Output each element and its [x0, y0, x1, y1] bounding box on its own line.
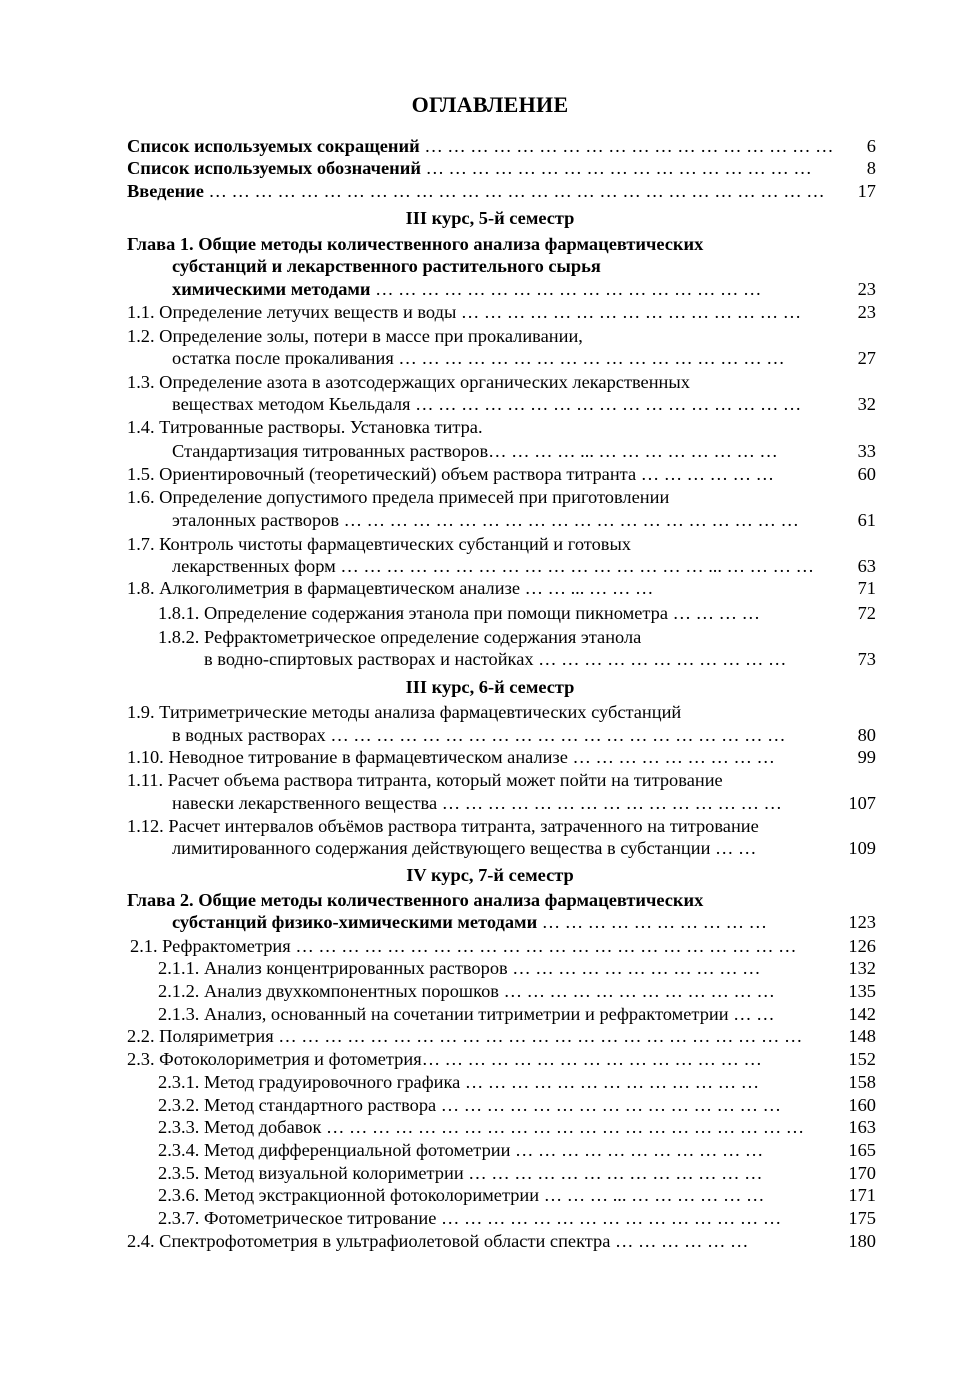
- toc-entry-title: Список используемых сокращений: [127, 136, 420, 156]
- toc-entry-title: в водно-спиртовых растворах и настойках: [204, 649, 534, 669]
- toc-entry[interactable]: [0, 768, 980, 792]
- toc-entry[interactable]: [0, 979, 980, 1003]
- toc-page-number: 23: [857, 302, 876, 322]
- toc-entry-title: веществах методом Кьельдаля: [172, 394, 411, 414]
- toc-entry[interactable]: [0, 791, 980, 815]
- toc-entry-title: 1.4. Титрованные растворы. Установка титра.: [127, 417, 483, 437]
- toc-dot-leader: … … … … … … … … … … … … … … …: [421, 1049, 762, 1069]
- toc-entry[interactable]: [0, 1070, 980, 1094]
- toc-page-number: 148: [848, 1026, 876, 1046]
- toc-page-number: 32: [857, 394, 876, 414]
- toc-entry[interactable]: [0, 745, 980, 769]
- toc-entry[interactable]: [0, 1024, 980, 1048]
- toc-page-number: 126: [848, 936, 876, 956]
- toc-entry[interactable]: [0, 576, 980, 600]
- toc-dot-leader: … … … … … … … … … … … … … … … … …: [370, 279, 762, 299]
- toc-entry-title: 2.1. Рефрактометрия: [130, 936, 291, 956]
- toc-page-number: 170: [848, 1163, 876, 1183]
- toc-entry-title: Глава 1. Общие методы количественного анализа фармацевтических: [127, 234, 704, 254]
- toc-dot-leader: … … … … … … … … … … … … … … … … … … … … …: [321, 1117, 805, 1137]
- toc-entry[interactable]: [0, 300, 980, 324]
- toc-entry[interactable]: [0, 277, 980, 301]
- toc-entry-title: 2.2. Поляриметрия: [127, 1026, 274, 1046]
- toc-entry-title: навески лекарственного вещества: [172, 793, 438, 813]
- toc-entry-title: 1.10. Неводное титрование в фармацевтическом анализе: [127, 747, 568, 767]
- toc-entry-title: субстанций и лекарственного растительного сырья: [172, 256, 601, 276]
- toc-page-number: 61: [857, 510, 876, 530]
- toc-dot-leader: … … … … … … … … … … … … … … … … … … … … … … … … … … …: [203, 181, 825, 201]
- toc-page-number: 33: [857, 441, 876, 461]
- toc-entry-title: 2.3.4. Метод дифференциальной фотометрии: [158, 1140, 511, 1160]
- toc-entry-title: остатка после прокаливания: [172, 348, 394, 368]
- toc-entry-title: 2.1.3. Анализ, основанный на сочетании титриметрии и рефрактометрии: [158, 1004, 729, 1024]
- toc-entry[interactable]: [0, 888, 980, 912]
- toc-entry[interactable]: [0, 554, 980, 578]
- toc-page-number: 109: [848, 838, 876, 858]
- toc-dot-leader: … … ... … … …: [520, 578, 654, 598]
- toc-entry-title: 1.8.1. Определение содержания этанола при помощи пикнометра: [158, 603, 669, 623]
- toc-page-number: 152: [848, 1049, 876, 1069]
- toc-entry[interactable]: [0, 415, 980, 439]
- toc-dot-leader: … …: [728, 1004, 775, 1024]
- toc-page-number: 171: [848, 1185, 876, 1205]
- toc-page-number: 8: [866, 158, 876, 178]
- semester-heading: III курс, 6-й семестр: [405, 677, 575, 697]
- toc-dot-leader: … … … … … … … … …: [567, 747, 775, 767]
- toc-entry-title: 2.1.1. Анализ концентрированных растворов: [158, 958, 508, 978]
- toc-dot-leader: … … … … … … … … … … … …: [498, 981, 775, 1001]
- toc-entry[interactable]: [0, 439, 980, 463]
- toc-entry-title: 2.3.6. Метод экстракционной фотоколориметрии: [158, 1185, 540, 1205]
- toc-page-number: 107: [848, 793, 876, 813]
- toc-entry[interactable]: [0, 625, 980, 649]
- toc-page-number: 72: [857, 603, 876, 623]
- toc-page-number: 23: [857, 279, 876, 299]
- toc-dot-leader: … … … … … … … … … … …: [533, 649, 787, 669]
- toc-entry[interactable]: [0, 324, 980, 348]
- toc-page-number: 27: [857, 348, 876, 368]
- toc-entry[interactable]: [0, 532, 980, 556]
- toc-entry-title: 1.6. Определение допустимого предела примесей при приготовлении: [127, 487, 670, 507]
- toc-entry-title: лимитированного содержания действующего вещества в субстанции: [172, 838, 711, 858]
- toc-dot-leader: … … … … … … … … … … … … … … …: [436, 1208, 782, 1228]
- toc-entry-title: 2.3.5. Метод визуальной колориметрии: [158, 1163, 464, 1183]
- toc-entry[interactable]: [0, 836, 980, 860]
- toc-dot-leader: … … … … … … … … … … … … … … … … … … … …: [325, 725, 786, 745]
- toc-entry-title: 1.8. Алкоголиметрия в фармацевтическом анализе: [127, 578, 520, 598]
- toc-entry[interactable]: [0, 392, 980, 416]
- toc-entry-title: 1.1. Определение летучих веществ и воды: [127, 302, 457, 322]
- toc-page-number: 158: [848, 1072, 876, 1092]
- toc-entry-title: 2.3.3. Метод добавок: [158, 1117, 322, 1137]
- toc-dot-leader: … … … … … … … … … … … … … … … … … …: [419, 136, 834, 156]
- toc-dot-leader: … … … … … … … … … … … … …: [460, 1072, 760, 1092]
- toc-entry[interactable]: [0, 723, 980, 747]
- toc-dot-leader: … … … …: [668, 603, 760, 623]
- toc-page-number: 17: [857, 181, 876, 201]
- toc-entry-title: 2.3.1. Метод градуировочного графика: [158, 1072, 461, 1092]
- toc-dot-leader: … … … … ... … … … … … … … …: [488, 441, 778, 461]
- toc-entry[interactable]: [0, 508, 980, 532]
- toc-entry[interactable]: [0, 910, 980, 934]
- toc-page-number: 180: [848, 1231, 876, 1251]
- semester-heading: III курс, 5-й семестр: [405, 208, 575, 228]
- toc-dot-leader: … … … … … …: [610, 1231, 749, 1251]
- toc-entry-title: 1.11. Расчет объема раствора титранта, который может пойти на титрование: [127, 770, 723, 790]
- toc-page-number: 71: [857, 578, 876, 598]
- toc-page-number: 80: [857, 725, 876, 745]
- toc-entry[interactable]: [0, 647, 980, 671]
- toc-dot-leader: … … … … … … … … … … … … …: [463, 1163, 763, 1183]
- toc-entry[interactable]: [0, 601, 980, 625]
- toc-entry[interactable]: [0, 134, 980, 158]
- toc-entry-title: 1.2. Определение золы, потери в массе при прокаливании,: [127, 326, 583, 346]
- toc-entry-title: 1.12. Расчет интервалов объёмов раствора титранта, затраченного на титрование: [127, 816, 759, 836]
- toc-entry[interactable]: [0, 956, 980, 980]
- toc-dot-leader: … … … … … … … … … … … … … … … … …: [420, 158, 812, 178]
- toc-page-number: 63: [857, 556, 876, 576]
- toc-dot-leader: … … … … … … … … … … … … … … … … …: [410, 394, 802, 414]
- toc-entry[interactable]: [0, 814, 980, 838]
- toc-dot-leader: … … … … … … … … … … … … … … … … … … … … … … …: [273, 1026, 803, 1046]
- toc-page-number: 99: [857, 747, 876, 767]
- toc-entry[interactable]: [0, 1161, 980, 1185]
- toc-entry[interactable]: [0, 156, 980, 180]
- semester-heading: IV курс, 7-й семестр: [406, 865, 574, 885]
- toc-dot-leader: … … … … … … … … … … … … … … … … ... … … … …: [335, 556, 814, 576]
- toc-entry-title: Список используемых обозначений: [127, 158, 421, 178]
- toc-dot-leader: … … … … … … … … … … … … … … … … … … … …: [339, 510, 799, 530]
- toc-dot-leader: … … … … … … … … … …: [537, 912, 768, 932]
- toc-entry-title: 1.7. Контроль чистоты фармацевтических субстанций и готовых: [127, 534, 631, 554]
- toc-dot-leader: … … … … … … … … … … … … … … … … …: [393, 348, 785, 368]
- toc-dot-leader: … … … … … … … … … … … … … … …: [437, 793, 782, 813]
- toc-entry[interactable]: [0, 1183, 980, 1207]
- toc-entry[interactable]: [0, 1093, 980, 1117]
- toc-entry[interactable]: [0, 1229, 980, 1253]
- toc-entry[interactable]: [0, 179, 980, 203]
- toc-entry-title: эталонных растворов: [172, 510, 340, 530]
- toc-entry-title: 2.3.7. Фотометрическое титрование: [158, 1208, 437, 1228]
- toc-entry-title: 1.3. Определение азота в азотсодержащих органических лекарственных: [127, 372, 690, 392]
- toc-entry[interactable]: [0, 232, 980, 256]
- toc-dot-leader: … … … … … … … … … … … … … … …: [456, 302, 802, 322]
- toc-entry[interactable]: [0, 1206, 980, 1230]
- toc-entry[interactable]: [0, 462, 980, 486]
- toc-dot-leader: … …: [710, 838, 757, 858]
- page-title: ОГЛАВЛЕНИЕ: [411, 92, 569, 117]
- toc-page-number: 135: [848, 981, 876, 1001]
- toc-dot-leader: … … … … … … … … … … … … … … …: [436, 1095, 782, 1115]
- toc-page-number: 175: [848, 1208, 876, 1228]
- toc-page-number: 163: [848, 1117, 876, 1137]
- toc-entry-title: 1.9. Титриметрические методы анализа фармацевтических субстанций: [127, 702, 682, 722]
- toc-entry-title: химическими методами: [172, 279, 371, 299]
- toc-entry-title: 1.5. Ориентировочный (теоретический) объем раствора титранта: [127, 464, 637, 484]
- toc-entry[interactable]: [0, 254, 980, 278]
- toc-dot-leader: … … … … … … … … … … …: [510, 1140, 764, 1160]
- toc-entry-title: 1.8.2. Рефрактометрическое определение содержания этанола: [158, 627, 642, 647]
- toc-entry-title: 2.3.2. Метод стандартного раствора: [158, 1095, 437, 1115]
- toc-entry[interactable]: [0, 1115, 980, 1139]
- toc-dot-leader: … … … … … … … … … … …: [507, 958, 761, 978]
- toc-page-number: 123: [848, 912, 876, 932]
- toc-entry-title: лекарственных форм: [172, 556, 336, 576]
- toc-page-number: 142: [848, 1004, 876, 1024]
- toc-page-number: 165: [848, 1140, 876, 1160]
- toc-dot-leader: … … … … … …: [636, 464, 775, 484]
- toc-entry-title: Введение: [127, 181, 204, 201]
- toc-entry-title: в водных растворах: [172, 725, 326, 745]
- toc-entry[interactable]: [0, 370, 980, 394]
- toc-page-number: 132: [848, 958, 876, 978]
- toc-entry-title: Глава 2. Общие методы количественного анализа фармацевтических: [127, 890, 704, 910]
- toc-page-number: 6: [866, 136, 876, 156]
- toc-entry[interactable]: [0, 485, 980, 509]
- toc-entry-title: 2.4. Спектрофотометрия в ультрафиолетовой области спектра: [127, 1231, 611, 1251]
- toc-entry[interactable]: [0, 1047, 980, 1071]
- toc-entry[interactable]: [0, 934, 980, 958]
- toc-dot-leader: … … … ... … … … … … …: [539, 1185, 765, 1205]
- toc-dot-leader: … … … … … … … … … … … … … … … … … … … … … …: [290, 936, 797, 956]
- toc-page-number: 160: [848, 1095, 876, 1115]
- toc-page-number: 73: [857, 649, 876, 669]
- toc-page-number: 60: [857, 464, 876, 484]
- toc-entry-title: 2.3. Фотоколориметрия и фотометрия: [127, 1049, 422, 1069]
- toc-entry[interactable]: [0, 1138, 980, 1162]
- toc-entry[interactable]: [0, 346, 980, 370]
- toc-entry-title: Стандартизация титрованных растворов: [172, 441, 489, 461]
- toc-entry[interactable]: [0, 1002, 980, 1026]
- toc-entry-title: 2.1.2. Анализ двухкомпонентных порошков: [158, 981, 499, 1001]
- toc-entry-title: субстанций физико-химическими методами: [172, 912, 538, 932]
- toc-entry[interactable]: [0, 700, 980, 724]
